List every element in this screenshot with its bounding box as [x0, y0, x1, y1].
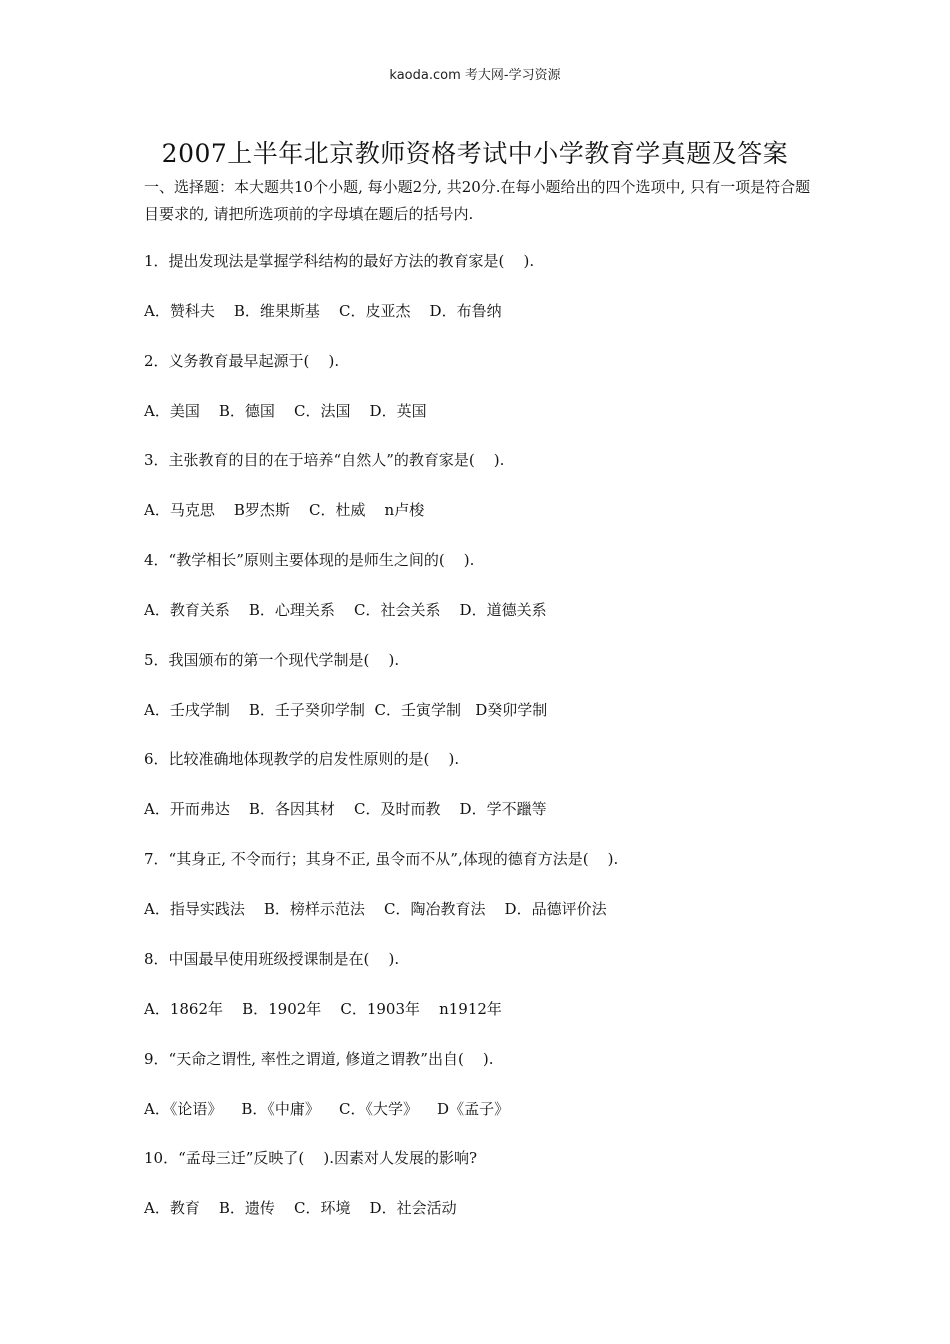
- question-stem: 10．“孟母三迁”反映了( ).因素对人发展的影响?: [144, 1149, 478, 1168]
- question-1: [144, 246, 824, 346]
- question-options: A．壬戌学制 B．壬子癸卯学制 C．壬寅学制 D癸卯学制: [144, 700, 548, 719]
- question-3: [144, 445, 824, 545]
- question-options: A．指导实践法 B．榜样示范法 C．陶冶教育法 D．品德评价法: [144, 900, 607, 919]
- question-options: A．《论语》 B．《中庸》 C．《大学》 D《孟子》: [144, 1099, 510, 1118]
- question-options: A．赞科夫 B．维果斯基 C．皮亚杰 D．布鲁纳: [144, 302, 502, 320]
- document-title: 2007上半年北京教师资格考试中小学教育学真题及答案: [161, 139, 789, 168]
- question-options: A．开而弗达 B．各因其材 C．及时而教 D．学不躐等: [144, 800, 547, 819]
- question-stem: 9．“天命之谓性, 率性之谓道, 修道之谓教”出自( ).: [144, 1049, 494, 1068]
- question-options: A．美国 B．德国 C．法国 D．英国: [144, 401, 427, 420]
- question-6: [144, 744, 824, 844]
- question-stem: 8．中国最早使用班级授课制是在( ).: [144, 949, 400, 968]
- question-options: A．教育 B．遗传 C．环境 D．社会活动: [144, 1199, 457, 1218]
- question-9: [144, 1044, 824, 1144]
- question-stem: 6．比较准确地体现教学的启发性原则的是( ).: [144, 750, 460, 769]
- question-options: A．马克思 B罗杰斯 C．杜威 n卢梭: [144, 501, 425, 520]
- question-stem: 1．提出发现法是掌握学科结构的最好方法的教育家是( ).: [144, 252, 535, 270]
- question-options: A．教育关系 B．心理关系 C．社会关系 D．道德关系: [144, 601, 547, 620]
- section-instructions: 一、选择题：本大题共10个小题, 每小题2分, 共20分.在每小题给出的四个选项中, 只有一项是符合题目要求的, 请把所选项前的字母填在题后的括号内.: [144, 178, 811, 223]
- question-stem: 3．主张教育的目的在于培养“自然人”的教育家是( ).: [144, 451, 505, 470]
- page-header-source: kaoda.com 考大网-学习资源: [389, 68, 561, 83]
- question-stem: 7．“其身正, 不令而行；其身不正, 虽令而不从”,体现的德育方法是( ).: [144, 850, 619, 869]
- question-10: [144, 1143, 824, 1243]
- question-list: [144, 246, 824, 1243]
- question-stem: 5．我国颁布的第一个现代学制是( ).: [144, 650, 400, 669]
- question-8: [144, 944, 824, 1044]
- question-options: A．1862年 B．1902年 C．1903年 n1912年: [144, 999, 502, 1018]
- question-7: [144, 844, 824, 944]
- question-2: [144, 346, 824, 446]
- question-5: [144, 645, 824, 745]
- question-stem: 2．义务教育最早起源于( ).: [144, 351, 340, 370]
- question-4: [144, 545, 824, 645]
- question-stem: 4．“教学相长”原则主要体现的是师生之间的( ).: [144, 551, 475, 570]
